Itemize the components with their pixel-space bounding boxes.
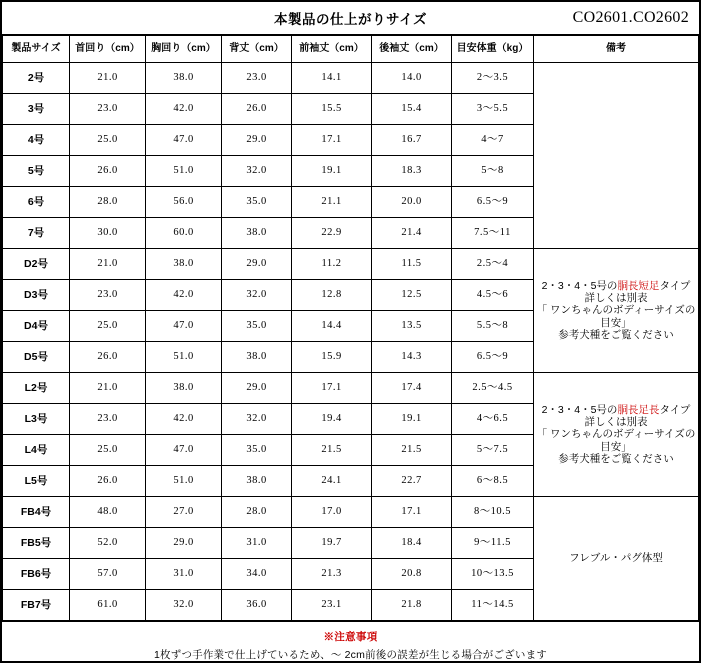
cell-front-sleeve: 21.5 (292, 435, 372, 466)
cell-model: FB7号 (3, 590, 70, 621)
remark-d-line2: 詳しくは別表 (584, 292, 648, 305)
cell-front-sleeve: 17.0 (292, 497, 372, 528)
column-header-remarks: 備考 (534, 36, 699, 63)
product-code: CO2601.CO2602 (572, 9, 689, 26)
cell-front-sleeve: 19.1 (292, 156, 372, 187)
cell-model: FB5号 (3, 528, 70, 559)
cell-remark-fb-type: フレブル・パグ体型 (534, 497, 699, 621)
cell-model: 4号 (3, 125, 70, 156)
cell-neck: 25.0 (70, 311, 146, 342)
cell-rear-sleeve: 20.8 (372, 559, 452, 590)
remark-l-line4: 参考犬種をご覧ください (558, 452, 674, 465)
remark-d-line3: 「 ワンちゃんのボディーサイズの目安」 (536, 304, 696, 329)
cell-back: 29.0 (222, 125, 292, 156)
cell-model: 6号 (3, 187, 70, 218)
cell-back: 38.0 (222, 466, 292, 497)
cell-front-sleeve: 21.3 (292, 559, 372, 590)
cell-back: 28.0 (222, 497, 292, 528)
cell-model: L2号 (3, 373, 70, 404)
cell-chest: 60.0 (146, 218, 222, 249)
cell-model: D3号 (3, 280, 70, 311)
cell-neck: 28.0 (70, 187, 146, 218)
cell-chest: 47.0 (146, 125, 222, 156)
cell-neck: 25.0 (70, 125, 146, 156)
cell-front-sleeve: 23.1 (292, 590, 372, 621)
cell-neck: 21.0 (70, 249, 146, 280)
cell-neck: 26.0 (70, 466, 146, 497)
remark-l-line1-pre: 2・3・4・5号の (541, 404, 618, 417)
column-header-model: 製品サイズ (3, 36, 70, 63)
cell-model: FB6号 (3, 559, 70, 590)
cell-weight: 7.5～11 (452, 218, 534, 249)
footer-note (2, 621, 699, 668)
cell-rear-sleeve: 21.5 (372, 435, 452, 466)
cell-weight: 4～6.5 (452, 404, 534, 435)
remark-d-line1-emphasis: 胴長短足 (617, 280, 660, 293)
cell-model: L3号 (3, 404, 70, 435)
cell-rear-sleeve: 11.5 (372, 249, 452, 280)
cell-model: 2号 (3, 63, 70, 94)
remark-d-line4: 参考犬種をご覧ください (558, 328, 674, 341)
cell-rear-sleeve: 12.5 (372, 280, 452, 311)
cell-back: 34.0 (222, 559, 292, 590)
table-row (3, 63, 699, 94)
cell-chest: 47.0 (146, 435, 222, 466)
cell-rear-sleeve: 13.5 (372, 311, 452, 342)
cell-neck: 48.0 (70, 497, 146, 528)
cell-back: 36.0 (222, 590, 292, 621)
note-title: ※注意事項 (323, 630, 378, 643)
cell-neck: 26.0 (70, 156, 146, 187)
remark-d-line1-pre: 2・3・4・5号の (541, 280, 618, 293)
cell-neck: 30.0 (70, 218, 146, 249)
cell-weight: 4.5～6 (452, 280, 534, 311)
cell-weight: 9～11.5 (452, 528, 534, 559)
table-row (3, 497, 699, 528)
cell-back: 32.0 (222, 280, 292, 311)
cell-back: 38.0 (222, 342, 292, 373)
cell-front-sleeve: 14.4 (292, 311, 372, 342)
cell-chest: 51.0 (146, 466, 222, 497)
cell-neck: 57.0 (70, 559, 146, 590)
cell-neck: 21.0 (70, 373, 146, 404)
cell-weight: 10～13.5 (452, 559, 534, 590)
cell-weight: 5.5～8 (452, 311, 534, 342)
cell-neck: 26.0 (70, 342, 146, 373)
table-row (3, 373, 699, 404)
cell-chest: 51.0 (146, 342, 222, 373)
cell-front-sleeve: 19.4 (292, 404, 372, 435)
cell-rear-sleeve: 18.4 (372, 528, 452, 559)
cell-rear-sleeve: 15.4 (372, 94, 452, 125)
cell-chest: 51.0 (146, 156, 222, 187)
cell-neck: 23.0 (70, 404, 146, 435)
column-header-chest: 胸回り（cm） (146, 36, 222, 63)
cell-neck: 52.0 (70, 528, 146, 559)
remark-l-line1-post: タイプ (659, 404, 691, 417)
cell-rear-sleeve: 19.1 (372, 404, 452, 435)
cell-weight: 6.5～9 (452, 187, 534, 218)
cell-front-sleeve: 24.1 (292, 466, 372, 497)
cell-weight: 5～7.5 (452, 435, 534, 466)
cell-front-sleeve: 15.9 (292, 342, 372, 373)
cell-front-sleeve: 15.5 (292, 94, 372, 125)
cell-rear-sleeve: 18.3 (372, 156, 452, 187)
cell-weight: 4～7 (452, 125, 534, 156)
remark-d-line1-post: タイプ (659, 280, 691, 293)
page-title: 本製品の仕上がりサイズ (274, 12, 427, 27)
cell-back: 29.0 (222, 373, 292, 404)
cell-model: D2号 (3, 249, 70, 280)
cell-neck: 23.0 (70, 94, 146, 125)
cell-chest: 27.0 (146, 497, 222, 528)
cell-remark-l-type (534, 373, 699, 497)
cell-chest: 29.0 (146, 528, 222, 559)
column-header-back: 背丈（cm） (222, 36, 292, 63)
cell-model: L4号 (3, 435, 70, 466)
column-header-rear-sleeve: 後袖丈（cm） (372, 36, 452, 63)
cell-remark-d-type (534, 249, 699, 373)
column-header-front-sleeve: 前袖丈（cm） (292, 36, 372, 63)
cell-chest: 32.0 (146, 590, 222, 621)
cell-weight: 3～5.5 (452, 94, 534, 125)
cell-chest: 42.0 (146, 280, 222, 311)
note-text: 1枚ずつ手作業で仕上げているため、～ 2cm前後の誤差が生じる場合がございます (154, 648, 547, 661)
cell-weight: 8～10.5 (452, 497, 534, 528)
cell-weight: 11～14.5 (452, 590, 534, 621)
cell-rear-sleeve: 20.0 (372, 187, 452, 218)
cell-front-sleeve: 19.7 (292, 528, 372, 559)
cell-back: 32.0 (222, 404, 292, 435)
cell-front-sleeve: 17.1 (292, 125, 372, 156)
cell-neck: 21.0 (70, 63, 146, 94)
cell-back: 23.0 (222, 63, 292, 94)
cell-chest: 38.0 (146, 63, 222, 94)
cell-front-sleeve: 12.8 (292, 280, 372, 311)
cell-front-sleeve: 11.2 (292, 249, 372, 280)
cell-weight: 6.5～9 (452, 342, 534, 373)
cell-rear-sleeve: 17.1 (372, 497, 452, 528)
cell-front-sleeve: 17.1 (292, 373, 372, 404)
document-header (2, 2, 699, 35)
cell-back: 26.0 (222, 94, 292, 125)
table-header-row (3, 36, 699, 63)
cell-weight: 5～8 (452, 156, 534, 187)
cell-model: 5号 (3, 156, 70, 187)
cell-chest: 42.0 (146, 404, 222, 435)
remark-l-line3: 「 ワンちゃんのボディーサイズの目安」 (536, 428, 696, 453)
cell-rear-sleeve: 14.0 (372, 63, 452, 94)
cell-back: 29.0 (222, 249, 292, 280)
cell-remark-standard (534, 63, 699, 249)
cell-back: 38.0 (222, 218, 292, 249)
cell-back: 32.0 (222, 156, 292, 187)
cell-rear-sleeve: 16.7 (372, 125, 452, 156)
cell-rear-sleeve: 21.4 (372, 218, 452, 249)
cell-back: 35.0 (222, 435, 292, 466)
cell-weight: 2.5～4 (452, 249, 534, 280)
cell-chest: 47.0 (146, 311, 222, 342)
cell-chest: 38.0 (146, 373, 222, 404)
cell-model: D4号 (3, 311, 70, 342)
cell-chest: 56.0 (146, 187, 222, 218)
cell-weight: 6～8.5 (452, 466, 534, 497)
size-table (2, 35, 699, 621)
cell-rear-sleeve: 17.4 (372, 373, 452, 404)
cell-model: 3号 (3, 94, 70, 125)
cell-back: 31.0 (222, 528, 292, 559)
cell-neck: 23.0 (70, 280, 146, 311)
cell-neck: 25.0 (70, 435, 146, 466)
cell-front-sleeve: 22.9 (292, 218, 372, 249)
cell-model: FB4号 (3, 497, 70, 528)
cell-neck: 61.0 (70, 590, 146, 621)
cell-chest: 38.0 (146, 249, 222, 280)
remark-l-line2: 詳しくは別表 (584, 416, 648, 429)
cell-model: D5号 (3, 342, 70, 373)
cell-rear-sleeve: 21.8 (372, 590, 452, 621)
table-row (3, 249, 699, 280)
column-header-weight: 目安体重（kg） (452, 36, 534, 63)
cell-model: L5号 (3, 466, 70, 497)
cell-chest: 42.0 (146, 94, 222, 125)
cell-rear-sleeve: 22.7 (372, 466, 452, 497)
cell-back: 35.0 (222, 311, 292, 342)
cell-weight: 2～3.5 (452, 63, 534, 94)
cell-rear-sleeve: 14.3 (372, 342, 452, 373)
cell-model: 7号 (3, 218, 70, 249)
cell-front-sleeve: 14.1 (292, 63, 372, 94)
cell-weight: 2.5～4.5 (452, 373, 534, 404)
column-header-neck: 首回り（cm） (70, 36, 146, 63)
cell-front-sleeve: 21.1 (292, 187, 372, 218)
cell-back: 35.0 (222, 187, 292, 218)
cell-chest: 31.0 (146, 559, 222, 590)
remark-l-line1-emphasis: 胴長足長 (617, 404, 660, 417)
